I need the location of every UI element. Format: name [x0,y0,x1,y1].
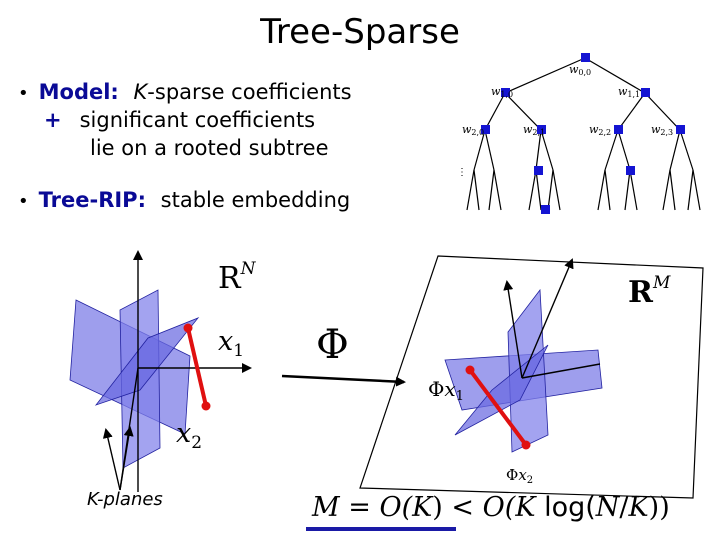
point-phix1 [466,366,475,375]
label-w23: w2,3 [651,123,674,137]
equation-underline [306,527,456,531]
node-w22 [614,125,623,134]
node-level3-b [626,166,635,175]
bullet-rip [18,188,350,212]
bullet-model [18,80,352,104]
label-rn: $R^N$ [218,259,256,296]
equation [312,492,670,523]
slide-title: Tree-Sparse [260,12,460,52]
node-w00 [581,53,590,62]
eq-lt: < [442,492,483,523]
bullet-dot: • [18,191,29,212]
eq-equals: = [339,492,380,523]
right-space [360,256,703,498]
model-keyword: Model: [38,80,119,104]
label-w21: w2,1 [523,123,546,137]
point-x1 [184,324,193,333]
kplanes-pointer-left [106,430,120,490]
model-plus: + [44,108,62,132]
eq-lhs: M [312,492,340,523]
eq-close2: )) [648,492,670,523]
eq-k2: K [515,492,536,523]
model-rest: -sparse coefficients [147,80,352,104]
eq-slash: / [619,492,629,523]
model-k: K [133,80,148,104]
eq-n: N [595,492,620,523]
kplanes-label: K-planes [87,489,163,510]
eq-k1: K [412,492,433,523]
label-w10: w1,0 [491,85,514,99]
point-phix2 [522,441,531,450]
wavelet-tree-diagram [455,45,717,220]
eq-o2: O( [482,492,516,523]
label-w22: w2,2 [589,123,612,137]
label-w11: w1,1 [618,85,641,99]
bullet-model-line3: lie on a rooted subtree [90,136,329,160]
label-phix1: $\Phi x_1$ [428,377,464,404]
tree-labels [457,63,673,178]
node-level3-a [534,166,543,175]
bullet-dot: • [18,83,29,104]
label-phix2: $\Phi x_2$ [506,466,534,486]
node-w11 [641,88,650,97]
label-x1: $x_1$ [218,326,245,361]
label-w20: w2,0 [462,123,485,137]
bullet-model-line2 [44,108,315,132]
eq-o1: O( [379,492,413,523]
label-w00: w0,0 [569,63,592,77]
left-space [70,252,257,492]
label-rm: $R^M$ [628,273,671,310]
operator-arrow [282,376,404,382]
rip-text: stable embedding [160,188,351,212]
node-level4-a [541,205,550,214]
label-x2: $x_2$ [176,418,203,453]
operator-phi: Φ [316,322,349,368]
operator [282,322,404,382]
point-x2 [202,402,211,411]
left-segment [188,328,206,406]
rip-keyword: Tree-RIP: [38,188,146,212]
model-line2: significant coefficients [79,108,316,132]
eq-k3: K [628,492,649,523]
eq-close1: ) [432,492,443,523]
node-w23 [676,125,685,134]
tree-ellipsis: ⋮ [457,167,467,178]
eq-log: log( [535,492,596,523]
